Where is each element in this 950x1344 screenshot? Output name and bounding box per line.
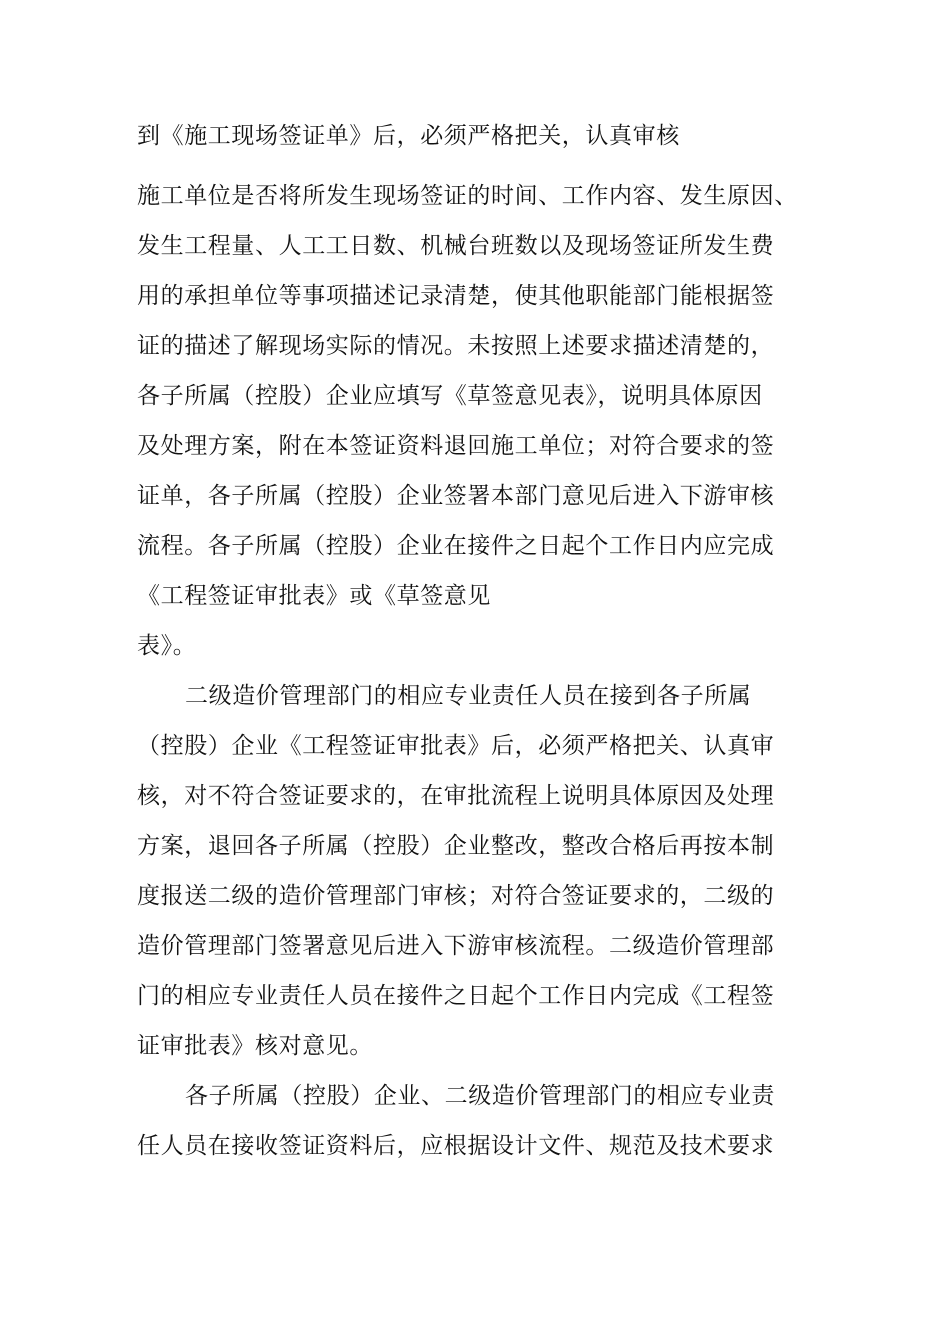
text-line: 任人员在接收签证资料后，应根据设计文件、规范及技术要求	[137, 1133, 775, 1159]
text-line: （控股）企业《工程签证审批表》后，必须严格把关、认真审	[137, 733, 775, 759]
text-line: 发生工程量、人工工日数、机械台班数以及现场签证所发生费	[137, 233, 775, 259]
text-line: 门的相应专业责任人员在接件之日起个工作日内完成《工程签	[137, 983, 775, 1009]
text-line: 及处理方案，附在本签证资料退回施工单位；对符合要求的签	[137, 433, 775, 459]
text-line: 证单，各子所属（控股）企业签署本部门意见后进入下游审核	[137, 483, 775, 509]
text-line: 到《施工现场签证单》后，必须严格把关，认真审核	[137, 123, 680, 149]
text-line: 证审批表》核对意见。	[137, 1033, 373, 1059]
text-line: 核，对不符合签证要求的，在审批流程上说明具体原因及处理	[137, 783, 775, 809]
text-line: 《工程签证审批表》或《草签意见	[137, 583, 491, 609]
text-line: 方案，退回各子所属（控股）企业整改，整改合格后再按本制	[137, 833, 775, 859]
text-line: 流程。各子所属（控股）企业在接件之日起个工作日内应完成	[137, 533, 775, 559]
text-line: 施工单位是否将所发生现场签证的时间、工作内容、发生原因、	[137, 183, 798, 209]
text-line: 度报送二级的造价管理部门审核；对符合签证要求的，二级的	[137, 883, 775, 909]
text-line: 造价管理部门签署意见后进入下游审核流程。二级造价管理部	[137, 933, 775, 959]
text-line: 用的承担单位等事项描述记录清楚，使其他职能部门能根据签	[137, 283, 775, 309]
paragraph-first-line: 二级造价管理部门的相应专业责任人员在接到各子所属	[185, 683, 752, 709]
text-line: 各子所属（控股）企业应填写《草签意见表》，说明具体原因	[137, 383, 763, 409]
paragraph-first-line: 各子所属（控股）企业、二级造价管理部门的相应专业责	[185, 1083, 775, 1109]
text-line: 表》。	[137, 633, 197, 659]
text-line: 证的描述了解现场实际的情况。未按照上述要求描述清楚的，	[137, 333, 775, 359]
